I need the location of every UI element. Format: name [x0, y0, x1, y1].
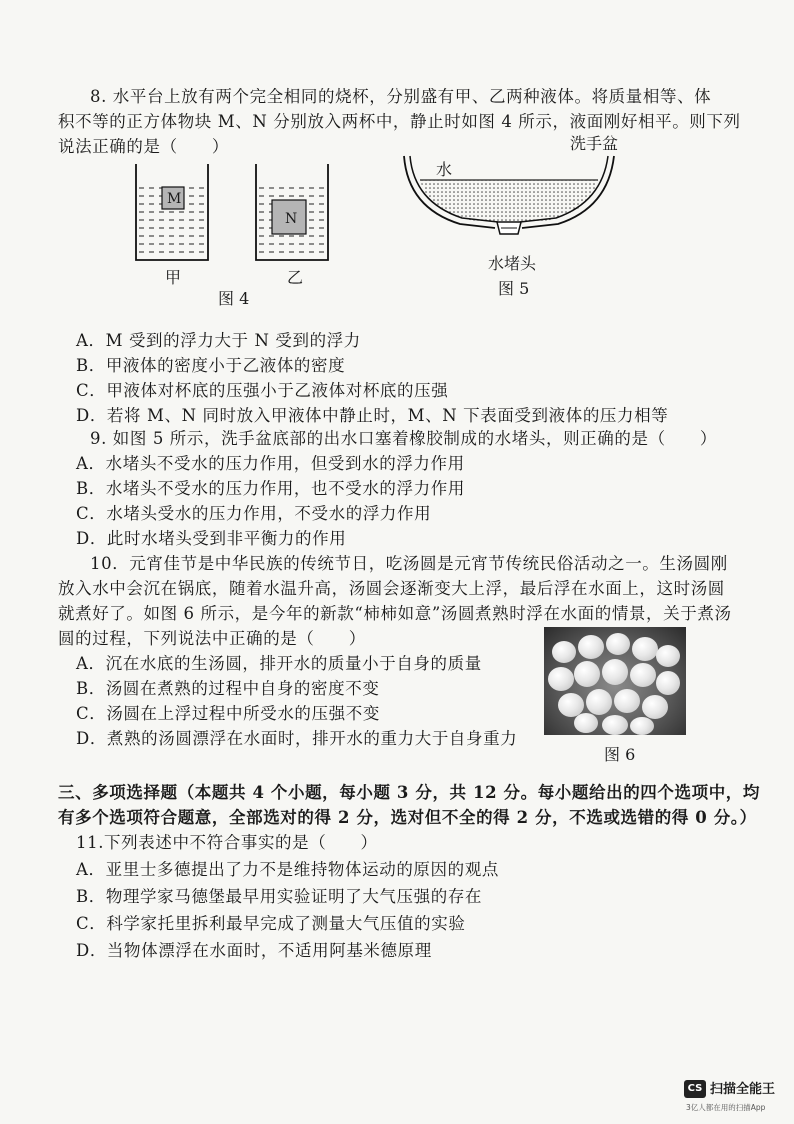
- water-label: 水: [436, 160, 453, 179]
- section-3-heading-line1: 三、多项选择题（本题共 4 个小题，每小题 3 分，共 12 分。每小题给出的四个选项中，均: [58, 783, 760, 802]
- figure-5: [400, 150, 620, 250]
- camscanner-app-name: 扫描全能王: [710, 1082, 776, 1097]
- plug-label: 水堵头: [488, 254, 537, 273]
- q9-option-b: B．水堵头不受水的压力作用，也不受水的浮力作用: [76, 479, 465, 498]
- block-n-label: N: [285, 211, 298, 227]
- q9-option-d: D．此时水堵头受到非平衡力的作用: [76, 529, 347, 548]
- q9-option-c: C．水堵头受水的压力作用，不受水的浮力作用: [76, 504, 432, 523]
- block-m-label: M: [167, 191, 182, 207]
- q8-line1: 8. 水平台上放有两个完全相同的烧杯，分别盛有甲、乙两种液体。将质量相等、体: [90, 87, 712, 106]
- q8-line2: 积不等的正方体物块 M、N 分别放入两杯中，静止时如图 4 所示，液面刚好相平。则下列: [58, 112, 741, 131]
- basin-label: 洗手盆: [570, 134, 619, 153]
- q11-option-c: C．科学家托里拆利最早完成了测量大气压值的实验: [76, 914, 466, 933]
- q11-option-a: A．亚里士多德提出了力不是维持物体运动的原因的观点: [76, 860, 499, 879]
- q10-line2: 放入水中会沉在锅底，随着水温升高，汤圆会逐渐变大上浮，最后浮在水面上，这时汤圆: [58, 579, 725, 598]
- q10-line1: 10．元宵佳节是中华民族的传统节日，吃汤圆是元宵节传统民俗活动之一。生汤圆刚: [90, 554, 728, 573]
- q10-option-a: A．沉在水底的生汤圆，排开水的质量小于自身的质量: [76, 654, 482, 673]
- q8-line3: 说法正确的是（ ）: [58, 137, 229, 156]
- q11-option-b: B．物理学家马德堡最早用实验证明了大气压强的存在: [76, 887, 483, 906]
- q8-option-c: C．甲液体对杯底的压强小于乙液体对杯底的压强: [76, 381, 449, 400]
- section-3-heading-line2: 有多个选项符合题意，全部选对的得 2 分，选对但不全的得 2 分，不选或选错的得 0 分。）: [58, 808, 757, 827]
- beaker-yi-label: 乙: [287, 268, 304, 287]
- q10-line3: 就煮好了。如图 6 所示，是今年的新款“柿柿如意”汤圆煮熟时浮在水面的情景，关于煮汤: [58, 604, 732, 623]
- q8-option-b: B．甲液体的密度小于乙液体的密度: [76, 356, 346, 375]
- camscanner-logo-icon: CS: [684, 1080, 706, 1098]
- beaker-jia-label: 甲: [165, 268, 182, 287]
- q10-option-b: B．汤圆在煮熟的过程中自身的密度不变: [76, 679, 380, 698]
- q8-option-a: A．M 受到的浮力大于 N 受到的浮力: [76, 331, 361, 350]
- q9-option-a: A．水堵头不受水的压力作用，但受到水的浮力作用: [76, 454, 465, 473]
- basin-water: [420, 180, 598, 224]
- figure-5-caption: 图 5: [498, 279, 530, 298]
- q11-stem: 11.下列表述中不符合事实的是（ ）: [76, 833, 378, 852]
- q10-line4: 圆的过程，下列说法中正确的是（ ）: [58, 629, 366, 648]
- q8-option-d: D．若将 M、N 同时放入甲液体中静止时，M、N 下表面受到液体的压力相等: [76, 406, 669, 425]
- figure-4-caption: 图 4: [218, 289, 250, 308]
- camscanner-tagline: 3亿人都在用的扫描App: [686, 1103, 766, 1112]
- q11-option-d: D．当物体漂浮在水面时，不适用阿基米德原理: [76, 941, 432, 960]
- q10-option-d: D．煮熟的汤圆漂浮在水面时，排开水的重力大于自身重力: [76, 729, 518, 748]
- figure-6-photo: [544, 627, 686, 735]
- q9-stem: 9. 如图 5 所示，洗手盆底部的出水口塞着橡胶制成的水堵头，则正确的是（ ）: [90, 429, 717, 448]
- figure-6-caption: 图 6: [604, 745, 636, 764]
- q10-option-c: C．汤圆在上浮过程中所受水的压强不变: [76, 704, 380, 723]
